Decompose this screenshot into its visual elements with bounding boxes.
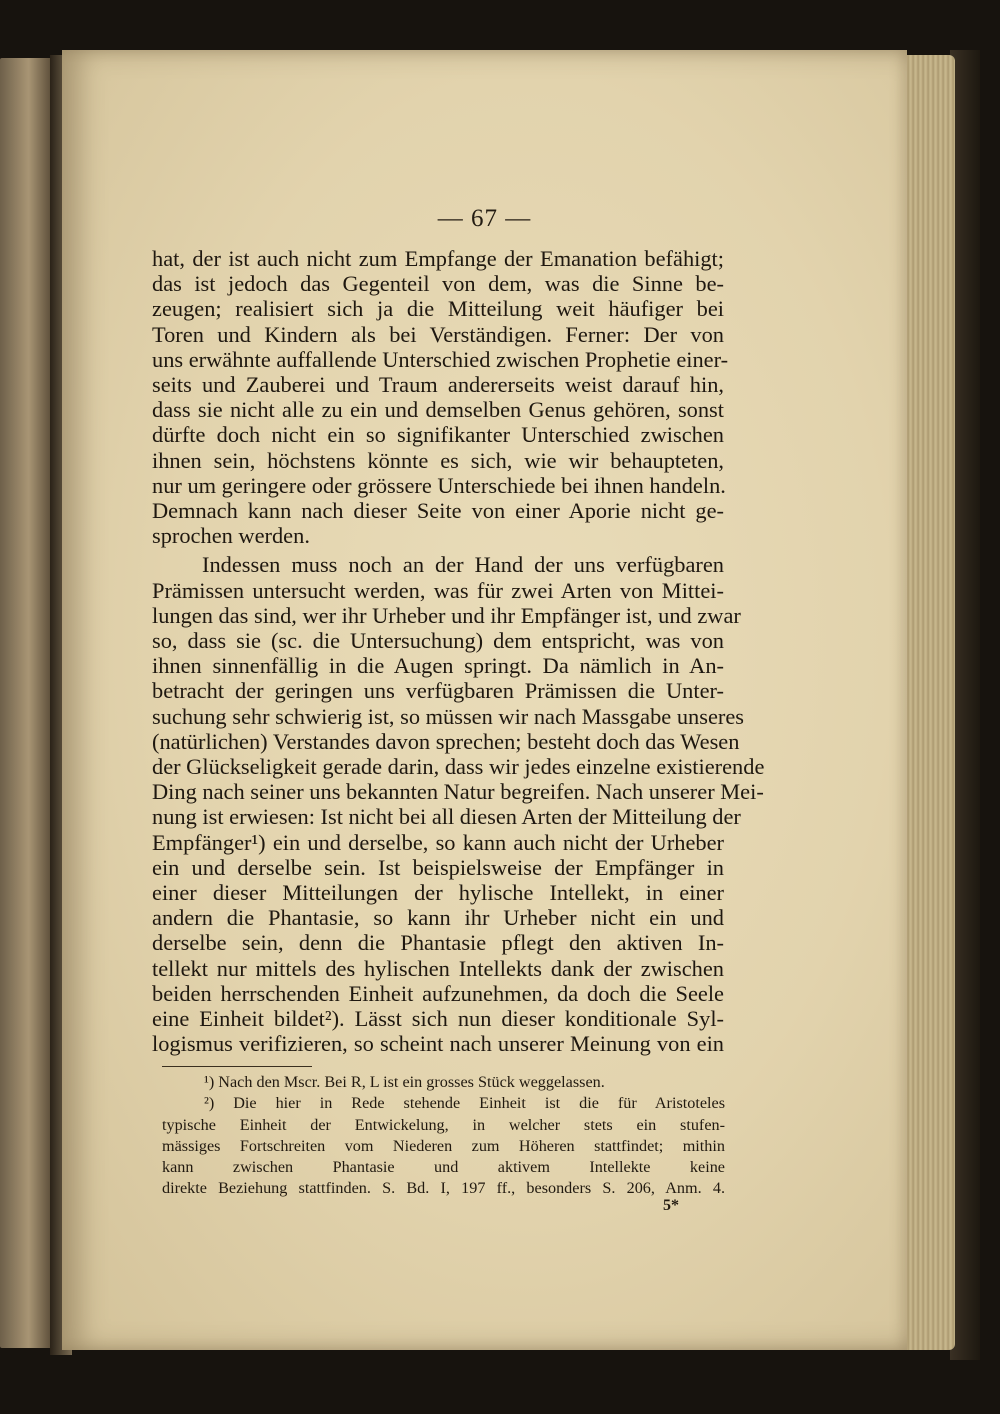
paragraph-2 [152, 552, 765, 1057]
footnote-line: direkte Beziehung stattfinden. S. Bd. I, 197 ff., besonders S. 206, Anm. 4. [162, 1179, 725, 1198]
signature-mark: 5* [663, 1197, 679, 1214]
text-line: uns erwähnte auffallende Unterschied zwischen Prophetie einer- [152, 346, 729, 372]
text-line: hat, der ist auch nicht zum Empfange der Emanation befähigt; [152, 246, 724, 271]
text-line: zeugen; realisiert sich ja die Mitteilung weit häufiger bei [152, 296, 724, 322]
footnote-line: kann zwischen Phantasie und aktivem Intellekte keine [162, 1158, 725, 1177]
text-line: Toren und Kindern als bei Verständigen. Ferner: Der von [152, 321, 724, 347]
text-line: ihnen sinnenfällig in die Augen springt. Da nämlich in An- [152, 653, 724, 679]
text-line: lungen das sind, wer ihr Urheber und ihr Empfänger ist, und zwar [152, 602, 741, 628]
text-line: nur um geringere oder grössere Unterschiede bei ihnen handeln. [152, 472, 726, 498]
text-line: beiden herrschenden Einheit aufzunehmen, da doch die Seele [152, 980, 724, 1006]
text-line: seits und Zauberei und Traum andererseits weist darauf hin, [152, 372, 724, 398]
text-line: derselbe sein, denn die Phantasie pflegt den aktiven In- [152, 930, 724, 956]
text-line: nung ist erwiesen: Ist nicht bei all diesen Arten der Mitteilung der [152, 804, 741, 830]
footnote-rule [162, 1066, 312, 1067]
text-line: ihnen sein, höchstens könnte es sich, wie wir behaupteten, [152, 447, 724, 473]
footnote-line: typische Einheit der Entwickelung, in welcher stets ein stufen- [162, 1115, 725, 1134]
text-line: logismus verifizieren, so scheint nach unserer Meinung von ein [152, 1031, 724, 1057]
text-line: so, dass sie (sc. die Untersuchung) dem entspricht, was von [152, 628, 724, 654]
footnote-1: ¹) Nach den Mscr. Bei R, L ist ein grosses Stück weggelassen. [204, 1073, 605, 1091]
text-line: Empfänger¹) ein und derselbe, so kann auch nicht der Urheber [152, 829, 724, 855]
text-line: suchung sehr schwierig ist, so müssen wir nach Massgabe unseres [152, 703, 744, 729]
left-page-edge [0, 58, 52, 1348]
text-line: Ding nach seiner uns bekannten Natur begreifen. Nach unserer Mei- [152, 779, 764, 805]
text-line: ein und derselbe sein. Ist beispielsweise der Empfänger in [152, 854, 724, 880]
text-line: sprochen werden. [152, 523, 310, 549]
text-line: dürfte doch nicht ein so signifikanter Unterschied zwischen [152, 422, 724, 448]
text-line: einer dieser Mitteilungen der hylische Intellekt, in einer [152, 880, 724, 906]
footnote-line: mässiges Fortschreiten vom Niederen zum Höheren stattfindet; mithin [162, 1136, 725, 1155]
text-line: Prämissen untersucht werden, was für zwei Arten von Mittei- [152, 577, 724, 603]
paragraph-1 [152, 246, 729, 549]
text-line: das ist jedoch das Gegenteil von dem, was die Sinne be- [152, 271, 724, 297]
text-line: Indessen muss noch an der Hand der uns verfügbaren [202, 552, 724, 578]
text-line: betracht der geringen uns verfügbaren Prämissen die Unter- [152, 678, 724, 704]
text-line: dass sie nicht alle zu ein und demselben Genus gehören, sonst [152, 397, 724, 423]
text-line: andern die Phantasie, so kann ihr Urheber nicht ein und [152, 905, 724, 931]
text-line: Demnach kann nach dieser Seite von einer Aporie nicht ge- [152, 498, 724, 524]
text-line: (natürlichen) Verstandes davon sprechen; besteht doch das Wesen [152, 728, 740, 754]
footnotes [162, 1072, 725, 1200]
text-line: tellekt nur mittels des hylischen Intellekts dank der zwischen [152, 955, 724, 981]
text-line: eine Einheit bildet²). Lässt sich nun dieser konditionale Syl- [152, 1006, 724, 1032]
body-text [152, 246, 765, 1057]
page-number: — 67 — [437, 205, 532, 232]
text-line: der Glückseligkeit gerade darin, dass wir jedes einzelne existierende [152, 754, 765, 780]
footnote-2: ²) Die hier in Rede stehende Einheit ist die für Aristoteles [204, 1094, 725, 1113]
